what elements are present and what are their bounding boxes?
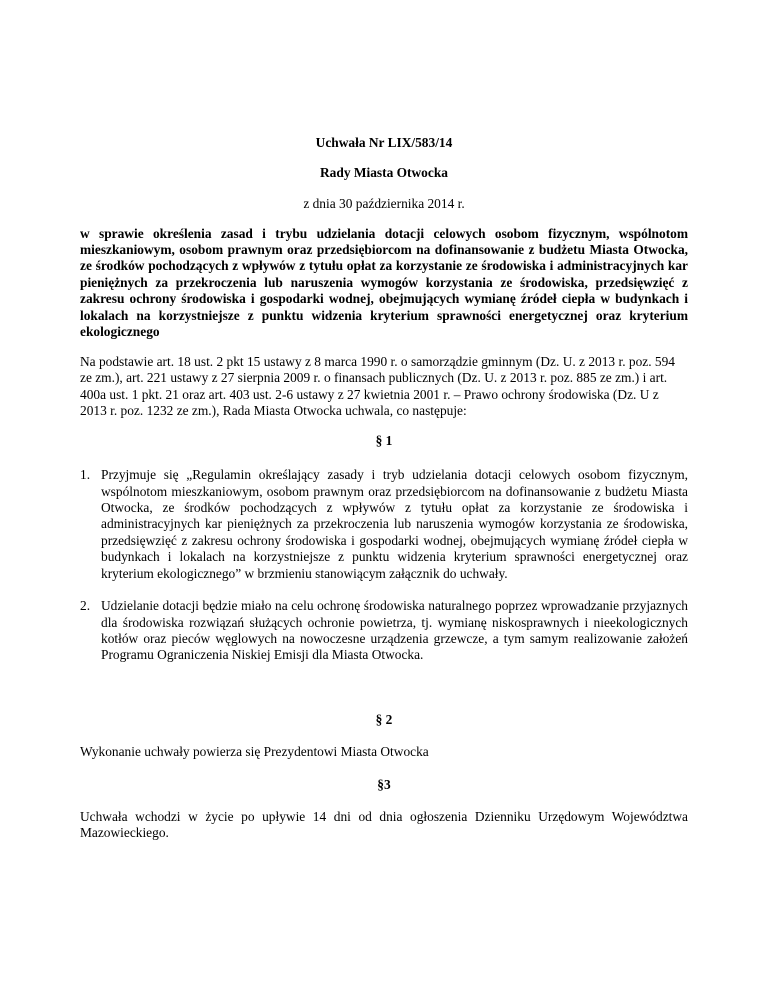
resolution-title: Uchwała Nr LIX/583/14 [315, 135, 453, 150]
section-3-heading: §3 [377, 776, 391, 792]
section-1-heading: § 1 [375, 432, 393, 448]
item-number: 1. [80, 467, 91, 483]
item-text: Przyjmuje się „Regulamin określający zasady i tryb udzielania dotacji celowych osobom fizycznym, wspólnotom mieszkaniowym, osobom prawnym oraz przedsiębiorcom na dofinansowanie z budżetu Miasta Otwocka, ze środków pochodzących z wpływów z tytułu opłat za korzystanie ze środowiska i administracyjnych kar pieniężnych za przekroczenia lub naruszenia wymogów korzystania ze środowiska, przedsięwzięć z zakresu ochrony środowiska i gospodarki wodnej, obejmujących wymianę źródeł ciepła w budynkach i lokalach na korzystniejsze z punktu widzenia kryterium sprawności energetycznej oraz kryterium ekologicznego” w brzmieniu stanowiącym załącznik do uchwały. [101, 467, 688, 581]
section-1-item [80, 467, 688, 582]
section-2-heading: § 2 [375, 711, 393, 727]
document-page [80, 135, 688, 855]
section-1-list [80, 467, 688, 663]
item-text: Udzielanie dotacji będzie miało na celu ochronę środowiska naturalnego poprzez wprowadzanie przyjaznych dla środowiska rozwiązań służących ochronie powietrza, tj. wymianę niskosprawnych i nieekologicznych kotłów oraz pieców węglowych na nowoczesne urządzenia grzewcze, a tym samym realizowanie założeń Programu Ograniczenia Niskiej Emisji dla Miasta Otwocka. [101, 598, 688, 663]
council-name: Rady Miasta Otwocka [320, 165, 448, 181]
section-2-text: Wykonanie uchwały powierza się Prezydentowi Miasta Otwocka [80, 744, 429, 760]
section-1-item [80, 598, 688, 664]
resolution-subject: w sprawie określenia zasad i trybu udzielania dotacji celowych osobom fizycznym, wspólnotom mieszkaniowym, osobom prawnym oraz przedsiębiorcom na dofinansowanie z budżetu Miasta Otwocka, ze środków pochodzących z wpływów z tytułu opłat za korzystanie ze środowiska i administracyjnych kar pieniężnych za przekroczenia lub naruszenia wymogów korzystania ze środowiska, przedsięwzięć z zakresu ochrony środowiska i gospodarki wodnej, obejmujących wymianę źródeł ciepła w budynkach i lokalach na korzystniejsze z punktu widzenia kryterium sprawności energetycznej oraz kryterium ekologicznego [80, 225, 688, 340]
legal-basis: Na podstawie art. 18 ust. 2 pkt 15 ustawy z 8 marca 1990 r. o samorządzie gminnym (Dz. U. z 2013 r. poz. 594 ze zm.), art. 221 ustawy z 27 sierpnia 2009 r. o finansach publicznych (Dz. U. z 2013 r. poz. 885 ze zm.) i art. 400a ust. 1 pkt. 21 oraz art. 403 ust. 2-6 ustawy z 27 kwietnia 2001 r. – Prawo ochrony środowiska (Dz. U z 2013 r. poz. 1232 ze zm.), Rada Miasta Otwocka uchwala, co następuje: [80, 353, 676, 419]
item-number: 2. [80, 598, 91, 614]
resolution-date: z dnia 30 października 2014 r. [303, 195, 465, 211]
section-3-text: Uchwała wchodzi w życie po upływie 14 dni od dnia ogłoszenia Dzienniku Urzędowym Województwa Mazowieckiego. [80, 808, 688, 841]
